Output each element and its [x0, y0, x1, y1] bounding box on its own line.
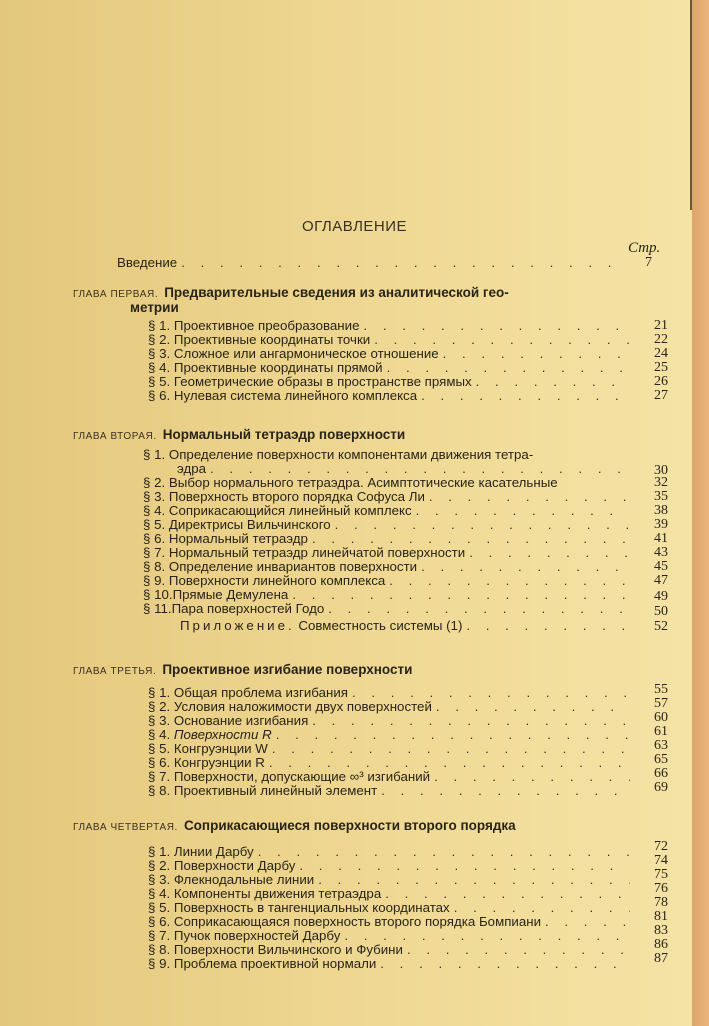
toc-entry[interactable] — [143, 602, 630, 616]
section-title: Прямые Демулена — [172, 588, 289, 602]
section-title: Нормальный тетраэдр линейчатой поверхности — [168, 546, 466, 560]
section-title: Поверхности R — [173, 728, 272, 742]
toc-entry[interactable] — [148, 742, 630, 756]
toc-entry[interactable] — [148, 333, 630, 347]
leader-dots — [462, 619, 630, 633]
page-column-header: Стр. — [628, 240, 661, 256]
page-number: 35 — [654, 489, 668, 504]
toc-entry[interactable] — [143, 588, 630, 602]
section-title: Проективные координаты прямой — [173, 361, 383, 375]
page-number: 86 — [654, 937, 668, 952]
toc-entry[interactable] — [148, 728, 630, 742]
leader-dots — [385, 574, 630, 588]
section-title: Проективное преобразование — [173, 319, 360, 333]
section-title: Поверхность второго порядка Софуса Ли — [168, 490, 425, 504]
section-number: § 5. — [148, 375, 171, 389]
chapter-title: Соприкасающиеся поверхности второго порядка — [183, 818, 516, 833]
toc-entry[interactable] — [148, 375, 630, 389]
chapter-heading-4[interactable] — [73, 818, 516, 833]
leader-dots — [331, 518, 630, 532]
page-number: 45 — [654, 559, 668, 574]
leader-dots — [265, 756, 630, 770]
page-number: 27 — [654, 388, 668, 403]
leader-dots — [324, 602, 630, 616]
leader-dots — [376, 957, 630, 971]
section-title: Соприкасающийся линейный комплекс — [168, 504, 412, 518]
chapter-heading-3[interactable] — [73, 662, 412, 677]
section-title: Нормальный тетраэдр — [168, 532, 308, 546]
chapter-title: Нормальный тетраэдр поверхности — [162, 427, 406, 442]
toc-entry[interactable] — [143, 448, 623, 462]
toc-entry-cont[interactable] — [177, 462, 630, 476]
section-number: § 6. — [148, 915, 171, 929]
leader-dots — [432, 700, 630, 714]
section-number: § 6. — [148, 756, 171, 770]
page-number: 72 — [654, 839, 668, 854]
leader-dots — [472, 375, 630, 389]
leader-dots — [417, 560, 630, 574]
section-number: § 4. — [148, 728, 171, 742]
leader-dots — [403, 943, 630, 957]
section-number: § 1. — [148, 319, 171, 333]
chapter-label: ГЛАВА ПЕРВАЯ. — [73, 289, 159, 300]
toc-entry[interactable] — [148, 756, 630, 770]
page-fold-line — [690, 0, 692, 210]
section-title: Сложное или ангармоническое отношение — [173, 347, 439, 361]
section-number: § 10. — [143, 588, 173, 602]
section-number: § 6. — [143, 532, 166, 546]
chapter-label: ГЛАВА ВТОРАЯ. — [73, 431, 157, 442]
leader-dots — [359, 319, 630, 333]
toc-entry[interactable] — [148, 361, 630, 375]
section-number: § 5. — [143, 518, 166, 532]
leader-dots — [254, 845, 630, 859]
leader-dots — [288, 588, 630, 602]
toc-entry[interactable] — [148, 319, 630, 333]
toc-entry[interactable] — [148, 389, 630, 403]
toc-entry[interactable] — [143, 490, 630, 504]
section-title: Флекнодальные линии — [173, 873, 315, 887]
section-title: Основание изгибания — [173, 714, 309, 728]
section-title: Поверхности линейного комплекса — [168, 574, 386, 588]
leader-dots — [412, 504, 630, 518]
leader-dots — [541, 915, 630, 929]
section-number: § 3. — [148, 873, 171, 887]
toc-entry[interactable] — [143, 560, 630, 574]
toc-entry[interactable] — [148, 714, 630, 728]
section-title: Проективный линейный элемент — [173, 784, 378, 798]
toc-entry[interactable] — [143, 546, 630, 560]
chapter-heading-2[interactable] — [73, 427, 405, 442]
section-number: § 2. — [148, 700, 171, 714]
section-number: § 11. — [143, 602, 172, 616]
page-number: 75 — [654, 867, 668, 882]
toc-entry[interactable] — [148, 901, 630, 915]
leader-dots — [272, 728, 630, 742]
page-number: 61 — [654, 724, 668, 739]
page-number: 39 — [654, 517, 668, 532]
toc-title: ОГЛАВЛЕНИЕ — [301, 218, 408, 235]
page-number: 78 — [654, 895, 668, 910]
leader-dots — [381, 887, 630, 901]
page-number: 32 — [654, 475, 668, 490]
page-number: 63 — [654, 738, 668, 753]
toc-entry[interactable] — [148, 957, 630, 971]
page-number: 22 — [654, 332, 668, 347]
section-title: Определение инвариантов поверхности — [168, 560, 418, 574]
section-title: Общая проблема изгибания — [173, 686, 348, 700]
page-number: 60 — [654, 710, 668, 725]
leader-dots — [383, 361, 630, 375]
section-title: Проблема проективной нормали — [173, 957, 377, 971]
toc-entry[interactable] — [148, 700, 630, 714]
section-title: Выбор нормального тетраэдра. Асимптотические касательные — [168, 476, 558, 490]
section-number: § 3. — [143, 490, 166, 504]
section-title: Соприкасающаяся поверхность второго порядка Бомпиани — [173, 915, 542, 929]
section-number: § 5. — [148, 901, 171, 915]
toc-entry-intro[interactable] — [117, 256, 627, 270]
section-number: § 7. — [148, 929, 171, 943]
section-title: Компоненты движения тетраэдра — [173, 887, 382, 901]
toc-entry[interactable] — [148, 845, 630, 859]
section-title: Директрисы Вильчинского — [168, 518, 331, 532]
toc-entry[interactable] — [143, 504, 630, 518]
leader-dots — [206, 462, 630, 476]
section-title: Пара поверхностей Годо — [171, 602, 325, 616]
leader-dots — [465, 546, 630, 560]
leader-dots — [268, 742, 630, 756]
page-number: 57 — [654, 696, 668, 711]
page-number: 7 — [645, 255, 652, 270]
page-number: 47 — [654, 573, 668, 588]
page-number: 30 — [654, 463, 668, 478]
page-number: 69 — [654, 780, 668, 795]
toc-entry[interactable] — [143, 476, 630, 490]
section-title: Поверхности Вильчинского и Фубини — [173, 943, 403, 957]
page-number: 74 — [654, 853, 668, 868]
toc-entry[interactable] — [148, 929, 630, 943]
section-title: Пучок поверхностей Дарбу — [173, 929, 341, 943]
section-number: § 1. — [148, 686, 171, 700]
page-number: 65 — [654, 752, 668, 767]
section-title: Геометрические образы в пространстве прямых — [173, 375, 472, 389]
chapter-title: Предварительные сведения из аналитической гео- — [164, 285, 509, 300]
section-number: § 9. — [143, 574, 166, 588]
section-number: § 1. — [143, 448, 166, 462]
toc-entry[interactable] — [148, 770, 630, 784]
page-number: 50 — [654, 604, 668, 619]
section-title: Поверхности Дарбу — [173, 859, 296, 873]
page-number: 55 — [654, 682, 668, 697]
section-number: § 5. — [148, 742, 171, 756]
leader-dots — [417, 389, 630, 403]
page-number: 66 — [654, 766, 668, 781]
page-number: 83 — [654, 923, 668, 938]
section-title: Проективные координаты точки — [173, 333, 371, 347]
toc-entry[interactable] — [148, 784, 630, 798]
section-number: § 8. — [148, 784, 171, 798]
leader-dots — [370, 333, 630, 347]
section-number: § 4. — [148, 361, 171, 375]
toc-entry[interactable] — [148, 686, 630, 700]
leader-dots — [348, 686, 630, 700]
page-number: 21 — [654, 318, 668, 333]
toc-entry[interactable] — [148, 943, 630, 957]
section-number: § 2. — [143, 476, 166, 490]
chapter-label: ГЛАВА ЧЕТВЕРТАЯ. — [73, 822, 178, 833]
section-number: § 2. — [148, 859, 171, 873]
section-title: Конгруэнции R — [173, 756, 265, 770]
toc-entry[interactable] — [148, 915, 630, 929]
toc-entry[interactable] — [148, 859, 630, 873]
toc-entry[interactable] — [148, 873, 630, 887]
page-number: 25 — [654, 360, 668, 375]
appendix-title: Совместность системы (1) — [298, 619, 463, 633]
leader-dots — [314, 873, 630, 887]
leader-dots — [377, 784, 630, 798]
page-number: 24 — [654, 346, 668, 361]
section-number: § 2. — [148, 333, 171, 347]
section-number: § 1. — [148, 845, 171, 859]
toc-entry[interactable] — [148, 347, 630, 361]
section-number: § 6. — [148, 389, 171, 403]
toc-entry-appendix[interactable] — [180, 619, 630, 633]
section-number: § 8. — [143, 560, 166, 574]
page-number: 87 — [654, 951, 668, 966]
page-number: 41 — [654, 531, 668, 546]
appendix-label: Приложение. — [180, 619, 295, 633]
chapter-title: Проективное изгибание поверхности — [162, 662, 413, 677]
section-title: Конгруэнции W — [173, 742, 268, 756]
section-title: Нулевая система линейного комплекса — [173, 389, 418, 403]
section-number: § 9. — [148, 957, 171, 971]
chapter-label: ГЛАВА ТРЕТЬЯ. — [73, 666, 157, 677]
section-number: § 4. — [148, 887, 171, 901]
section-title: Поверхность в тангенциальных координатах — [173, 901, 450, 915]
leader-dots — [425, 490, 630, 504]
leader-dots — [308, 532, 630, 546]
toc-entry[interactable] — [148, 887, 630, 901]
page-number: 49 — [654, 589, 668, 604]
section-number: § 7. — [143, 546, 166, 560]
page-number: 52 — [654, 619, 668, 634]
section-title: Линии Дарбу — [173, 845, 254, 859]
section-title: Условия наложимости двух поверхностей — [173, 700, 432, 714]
toc-entry[interactable] — [143, 532, 630, 546]
section-title-cont: эдра — [177, 462, 207, 476]
leader-dots — [308, 714, 630, 728]
page-number: 76 — [654, 881, 668, 896]
section-number: § 3. — [148, 347, 171, 361]
section-title: Поверхности, допускающие ∞³ изгибаний — [173, 770, 431, 784]
page-edge — [692, 0, 709, 1026]
section-number: § 3. — [148, 714, 171, 728]
page-number: 43 — [654, 545, 668, 560]
section-number: § 8. — [148, 943, 171, 957]
toc-entry[interactable] — [143, 518, 630, 532]
entry-text: Введение — [117, 256, 178, 270]
chapter-title-cont: метрии — [130, 300, 179, 315]
toc-entry[interactable] — [143, 574, 630, 588]
leader-dots — [295, 859, 630, 873]
section-number: § 4. — [143, 504, 166, 518]
leader-dots — [177, 256, 627, 270]
page-number: 81 — [654, 909, 668, 924]
leader-dots — [340, 929, 630, 943]
leader-dots — [439, 347, 630, 361]
section-number: § 7. — [148, 770, 171, 784]
page-number: 38 — [654, 503, 668, 518]
leader-dots — [430, 770, 630, 784]
section-title: Определение поверхности компонентами движения тетра- — [168, 448, 534, 462]
chapter-heading-1[interactable] — [73, 285, 509, 300]
leader-dots — [450, 901, 630, 915]
page-number: 26 — [654, 374, 668, 389]
